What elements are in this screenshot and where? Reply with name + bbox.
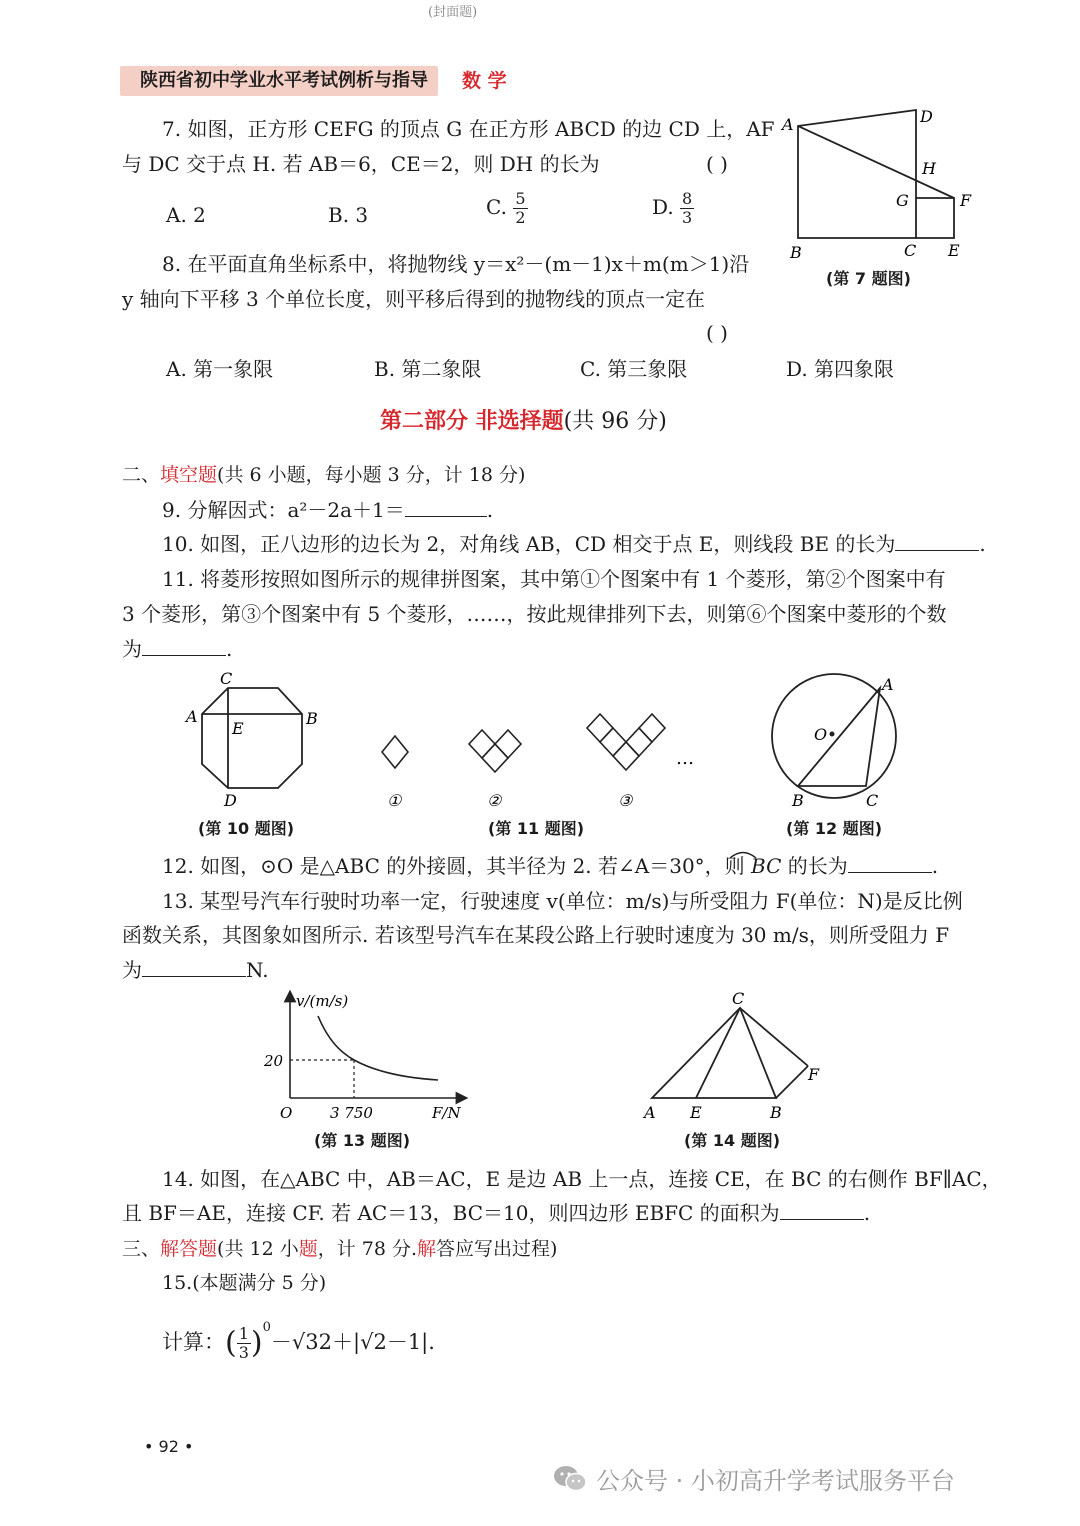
q12-figure (766, 664, 906, 810)
part2-title (380, 408, 667, 435)
q11-label-3: ③ (618, 791, 633, 810)
q9-stem: 9. 分解因式：a²－2a＋1＝ (162, 498, 405, 522)
section2-heading (122, 462, 525, 488)
book-title: 陕西省初中学业水平考试例析与指导 (140, 70, 428, 91)
q8-option-a: A. 第一象限 (166, 357, 274, 381)
wechat-icon (552, 1464, 588, 1494)
q7-option-c (486, 190, 528, 227)
q12-circle (772, 674, 896, 798)
q12-triangle (798, 688, 880, 786)
q13-line2: 函数关系，其图象如图所示. 若该型号汽车在某段公路上行驶时速度为 30 m/s，则所受阻力 F (122, 923, 950, 947)
q14-triangle-abc (652, 1008, 776, 1098)
q13-x-axis-label: F/N (432, 1104, 461, 1122)
q8-line2: y 轴向下平移 3 个单位长度，则平移后得到的抛物线的顶点一定在 (122, 287, 706, 311)
q10-answer-blank[interactable] (895, 531, 979, 551)
q13-answer-blank[interactable] (142, 957, 246, 977)
q15-rest: －√32＋|√2－1|. (270, 1330, 435, 1354)
q15-calc-label: 计算： (162, 1330, 225, 1354)
q14-label-e: E (690, 1103, 702, 1122)
q8-line1: 8. 在平面直角坐标系中，将抛物线 y＝x²－(m－1)x＋m(m＞1)沿 (162, 252, 750, 276)
q11-pattern3 (587, 714, 665, 770)
q11-stem-end: 为 (122, 637, 142, 661)
q7-option-d-label: D. (652, 195, 674, 219)
q11-label-2: ② (487, 791, 502, 810)
q14-label-f: F (808, 1065, 820, 1084)
q14-label-a: A (644, 1103, 656, 1122)
q11-figure (370, 700, 710, 812)
q7-label-a: A (782, 115, 794, 134)
q14-end: . (863, 1201, 871, 1225)
q8-option-c: C. 第三象限 (580, 357, 688, 381)
q10-end: . (979, 532, 986, 556)
q7-label-c: C (904, 241, 917, 260)
q14-label-b: B (770, 1103, 782, 1122)
q7-square-abcd (798, 110, 916, 238)
q10-label-b: B (306, 709, 318, 728)
q12-arc-mark (728, 849, 758, 859)
section3-detail-red: 题 (298, 1238, 318, 1260)
q14-line2 (122, 1200, 870, 1226)
q7-option-d-num: 8 (682, 189, 693, 208)
q13-y-axis-label: v/(m/s) (296, 992, 349, 1010)
q8-option-b: B. 第二象限 (374, 357, 482, 381)
watermark-text: 公众号 · 小初高升学考试服务平台 (596, 1467, 955, 1495)
section2-name: 填空题 (160, 464, 218, 486)
section2-detail: (共 6 小题，每小题 3 分，计 18 分) (217, 464, 526, 486)
q7-answer-paren: ( ) (706, 152, 728, 176)
q14-segment-cf (740, 1008, 808, 1066)
section3-detail-b: ，计 78 分. (317, 1238, 418, 1260)
q7-label-d: D (920, 107, 933, 126)
q15-head: 15.(本题满分 5 分) (162, 1272, 327, 1294)
q14-line1: 14. 如图，在△ABC 中，AB＝AC，E 是边 AB 上一点，连接 CE，在 BC 的右侧作 BF∥AC， (162, 1167, 1002, 1191)
q13-origin-label: O (280, 1104, 293, 1122)
q11-label-1: ① (387, 791, 402, 810)
q15-exponent: 0 (262, 1320, 271, 1335)
q12-label-o: O (814, 725, 828, 744)
section3-detail-a: (共 12 小 (217, 1238, 299, 1260)
q8-answer-paren: ( ) (706, 321, 728, 345)
q7-label-b: B (790, 243, 802, 262)
q13-x-tick-label: 3 750 (330, 1104, 373, 1122)
q14-segment-bf (776, 1066, 808, 1098)
q14-answer-blank[interactable] (780, 1200, 864, 1220)
q7-option-c-den: 2 (515, 208, 526, 227)
q7-label-g: G (896, 191, 909, 210)
q10-label-d: D (224, 791, 237, 810)
q12-label-c: C (866, 791, 879, 810)
q12-arc-bc: BC (751, 854, 782, 878)
q11-caption: (第 11 题图) (488, 819, 585, 838)
q13-y-tick-label: 20 (264, 1052, 284, 1070)
q13-curve (318, 1016, 438, 1080)
q7-option-d-fraction (680, 190, 694, 227)
q7-line2: 与 DC 交于点 H. 若 AB＝6，CE＝2，则 DH 的长为 (122, 152, 600, 176)
section3-prefix: 三、 (122, 1238, 161, 1260)
q14-caption: (第 14 题图) (684, 1131, 781, 1150)
subject-title: 数 学 (462, 70, 507, 92)
q13-end: N. (246, 958, 269, 982)
q12-stem-a: 12. 如图，⊙O 是△ABC 的外接圆，其半径为 2. 若∠A＝30°，则 (162, 854, 752, 878)
page-number: • 92 • (144, 1437, 194, 1456)
q12-label-a: A (882, 675, 894, 694)
q9-end: . (486, 498, 494, 522)
q12-end: . (931, 854, 939, 878)
q10-octagon (202, 688, 302, 788)
q14-segment-ce (696, 1008, 740, 1098)
q8-option-d: D. 第四象限 (786, 357, 895, 381)
q12-text (162, 853, 938, 879)
q11-line3 (122, 636, 232, 662)
section2-prefix: 二、 (122, 464, 161, 486)
q7-option-a: A. 2 (166, 203, 206, 227)
q12-label-b: B (792, 791, 804, 810)
q15-frac-num: 1 (238, 1324, 249, 1343)
q13-stem-end: 为 (122, 958, 142, 982)
q13-graph (256, 986, 476, 1126)
q11-answer-blank[interactable] (142, 636, 226, 656)
top-stamp: (封面题) (428, 5, 478, 20)
q14-label-c: C (732, 989, 745, 1008)
q11-pattern1-rhombus (382, 736, 408, 768)
part2-title-score: (共 96 分) (563, 409, 667, 434)
q7-label-h: H (922, 159, 936, 178)
q7-label-f: F (960, 191, 972, 210)
q10-figure (182, 668, 322, 810)
q7-caption: (第 7 题图) (826, 269, 911, 288)
q12-answer-blank[interactable] (848, 853, 932, 873)
section3-detail-c: 答应写出过程) (436, 1238, 558, 1260)
q10-caption: (第 10 题图) (198, 819, 295, 838)
q12-stem-b: 的长为 (781, 854, 848, 878)
q7-option-c-fraction (513, 190, 527, 227)
q10-stem: 10. 如图，正八边形的边长为 2，对角线 AB，CD 相交于点 E，则线段 BE 的长为 (162, 532, 896, 556)
q14-stem-end: 且 BF＝AE，连接 CF. 若 AC＝13，BC＝10，则四边形 EBFC 的面积为 (122, 1201, 780, 1225)
q13-line3 (122, 957, 269, 983)
q7-label-e: E (948, 241, 960, 260)
q7-figure (780, 100, 980, 270)
q15-fraction (237, 1325, 251, 1362)
q12-center-dot (830, 732, 835, 737)
q11-ellipsis: … (676, 748, 694, 769)
section3-heading (122, 1236, 557, 1262)
q11-line1: 11. 将菱形按照如图所示的规律拼图案，其中第①个图案中有 1 个菱形，第②个图案中有 (162, 567, 946, 591)
q7-option-d (652, 190, 694, 227)
section3-detail-red2: 解 (417, 1238, 437, 1260)
q15-frac-den: 3 (238, 1343, 249, 1362)
q11-pattern2 (469, 730, 521, 772)
q7-option-c-num: 5 (515, 189, 526, 208)
q10-label-c: C (220, 669, 233, 688)
q9-text (162, 497, 493, 523)
q7-option-c-label: C. (486, 195, 507, 219)
q13-caption: (第 13 题图) (314, 1131, 411, 1150)
q11-end: . (226, 637, 233, 661)
q10-text (162, 531, 986, 557)
q7-option-d-den: 3 (682, 208, 693, 227)
part2-title-main: 第二部分 非选择题 (380, 408, 564, 434)
q11-line2: 3 个菱形，第③个图案中有 5 个菱形，……，按此规律排列下去，则第⑥个图案中菱形的个数 (122, 602, 947, 626)
q15-expression: 计算：( $\frac{1}{3}$ )$^0$－√32＋|√2－1|. (162, 1320, 435, 1362)
q14-figure (638, 986, 828, 1126)
q7-option-b: B. 3 (328, 203, 369, 227)
q12-caption: (第 12 题图) (786, 819, 883, 838)
section3-name: 解答题 (160, 1238, 218, 1260)
q7-square-cefg (916, 198, 954, 238)
q10-label-e: E (232, 719, 244, 738)
q13-line1: 13. 某型号汽车行驶时功率一定，行驶速度 v(单位：m/s)与所受阻力 F(单位：N)是反比例 (162, 889, 963, 913)
q10-label-a: A (186, 707, 198, 726)
q9-answer-blank[interactable] (405, 497, 487, 517)
q7-line1: 7. 如图，正方形 CEFG 的顶点 G 在正方形 ABCD 的边 CD 上，AF (162, 117, 775, 141)
